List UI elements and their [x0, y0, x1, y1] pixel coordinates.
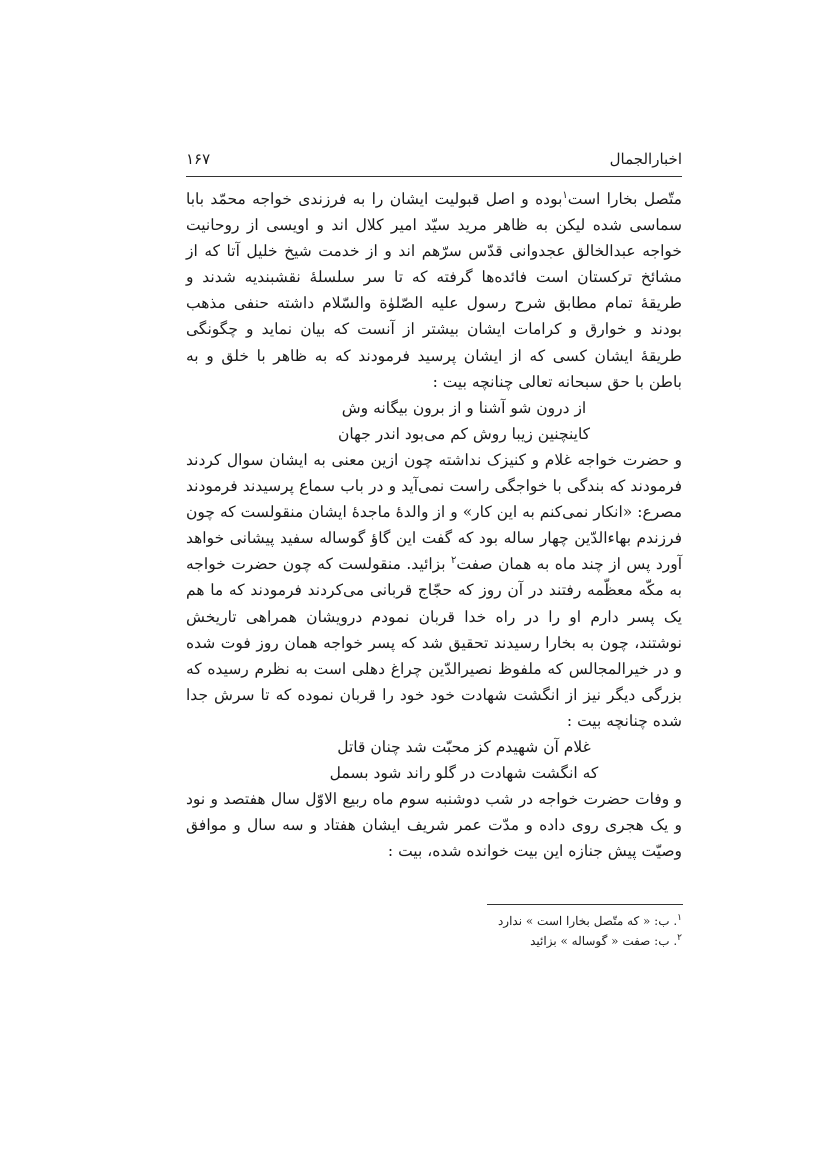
- paragraph-2-start: و حضرت خواجه غلام و کنیزک نداشته چون ازین معنی به ایشان سوال کردند فرمودند که بندگی با خواجگی راست نمی‌آید و در باب سماع پرسیدند فرمودند مصرع: «انکار نمی‌کنم به این کار» و از والدهٔ ماجدهٔ ایشان منقولست که چون فرزندم بهاءالدّین چهار ساله بود که گفت این گاؤ گوساله سفید پیشانی خواهد آورد پس از چند ماه به همان صفت: [186, 450, 683, 574]
- footnote-1-number: ۱: [677, 913, 682, 923]
- page-header: [186, 150, 682, 174]
- paragraph-1-start: متّصل بخارا است: [567, 190, 682, 208]
- paragraph-2-rest: بزائید. منقولست که چون حضرت خواجه به مکّه معظّمه رفتند در آن روز که حجّاج قربانی می‌کردند فرمودند که ما هم یک پسر دارم او را در راه خدا قربان نمودم درویشان همراهی تاریخش نوشتند، چون به بخارا رسیدند تحقیق شد که پسر خواجه همان روز فوت شده و در خیرالمجالس که ملفوظ نصیرالدّین چراغ دهلی است به نظرم رسیده که بزرگی دیگر نیز از انگشت شهادت خود خود را قربان نموده که تا سرش جدا شده چنانچه بیت :: [186, 555, 682, 730]
- paragraph-1-rest: بوده و اصل قبولیت ایشان را به فرزندی خواجه محمّد بابا سماسی شده لیکن به ظاهر مرید سیّد امیر کلال اند و اویسی از روحانیت خواجه عبدالخالق عجدوانی قدّس سرّهم اند و از خدمت شیخ خلیل آتا که از مشائخ ترکستان است فائده‌ها گرفته که تا سر سلسلهٔ نقشبندیه شدند و طریقهٔ تمام مطابق شرح رسول علیه الصّلوٰة والسّلام داشته حنفی مذهب بودند و خوارق و کرامات ایشان بیشتر از آنست که بیان نماید و چگونگی طریقهٔ ایشان کسی که از ایشان پرسید فرمودند که به ظاهر با خلق و به باطن با حق سبحانه تعالی چنانچه بیت :: [186, 190, 683, 391]
- footnote-ref-2[interactable]: ۲: [451, 555, 457, 567]
- footnote-ref-1[interactable]: ۱: [562, 190, 568, 201]
- footnote-2-number: ۲: [677, 933, 682, 943]
- verse-2-line-2: که انگشت شهادت در گلو راند شود بسمل: [329, 764, 599, 783]
- footnote-1-text: . ب: « که متّصل بخارا است » ندارد: [497, 914, 678, 928]
- verse-1-line-2: کاینچنین زیبا روش کم می‌بود اندر جهان: [337, 424, 591, 443]
- verse-2-line-1: غلام آن شهیدم کز محبّت شد چنان قاتل: [337, 737, 591, 756]
- footnotes: [186, 911, 682, 951]
- page-number: ۱۶۷: [186, 150, 211, 168]
- paragraph-1: [186, 186, 682, 395]
- footnote-2: [186, 931, 682, 951]
- footnote-rule: [487, 904, 683, 905]
- paragraph-2: [186, 447, 682, 734]
- paragraph-3: و وفات حضرت خواجه در شب دوشنبه سوم ماه ربیع الاوّل سال هفتصد و نود و یک هجری روی داده و مدّت عمر شریف ایشان هفتاد و سه سال و موافق وصیّت پیش جنازه این بیت خوانده شده، بیت :: [186, 790, 682, 861]
- verse-1-line-1: از درون شو آشنا و از برون بیگانه وش: [341, 398, 587, 417]
- main-text: [186, 186, 682, 864]
- footnote-1: [186, 911, 682, 931]
- footnote-2-text: . ب: صفت « گوساله » بزائید: [530, 934, 678, 948]
- running-title: اخبارالجمال: [609, 150, 682, 168]
- header-rule: [186, 176, 682, 177]
